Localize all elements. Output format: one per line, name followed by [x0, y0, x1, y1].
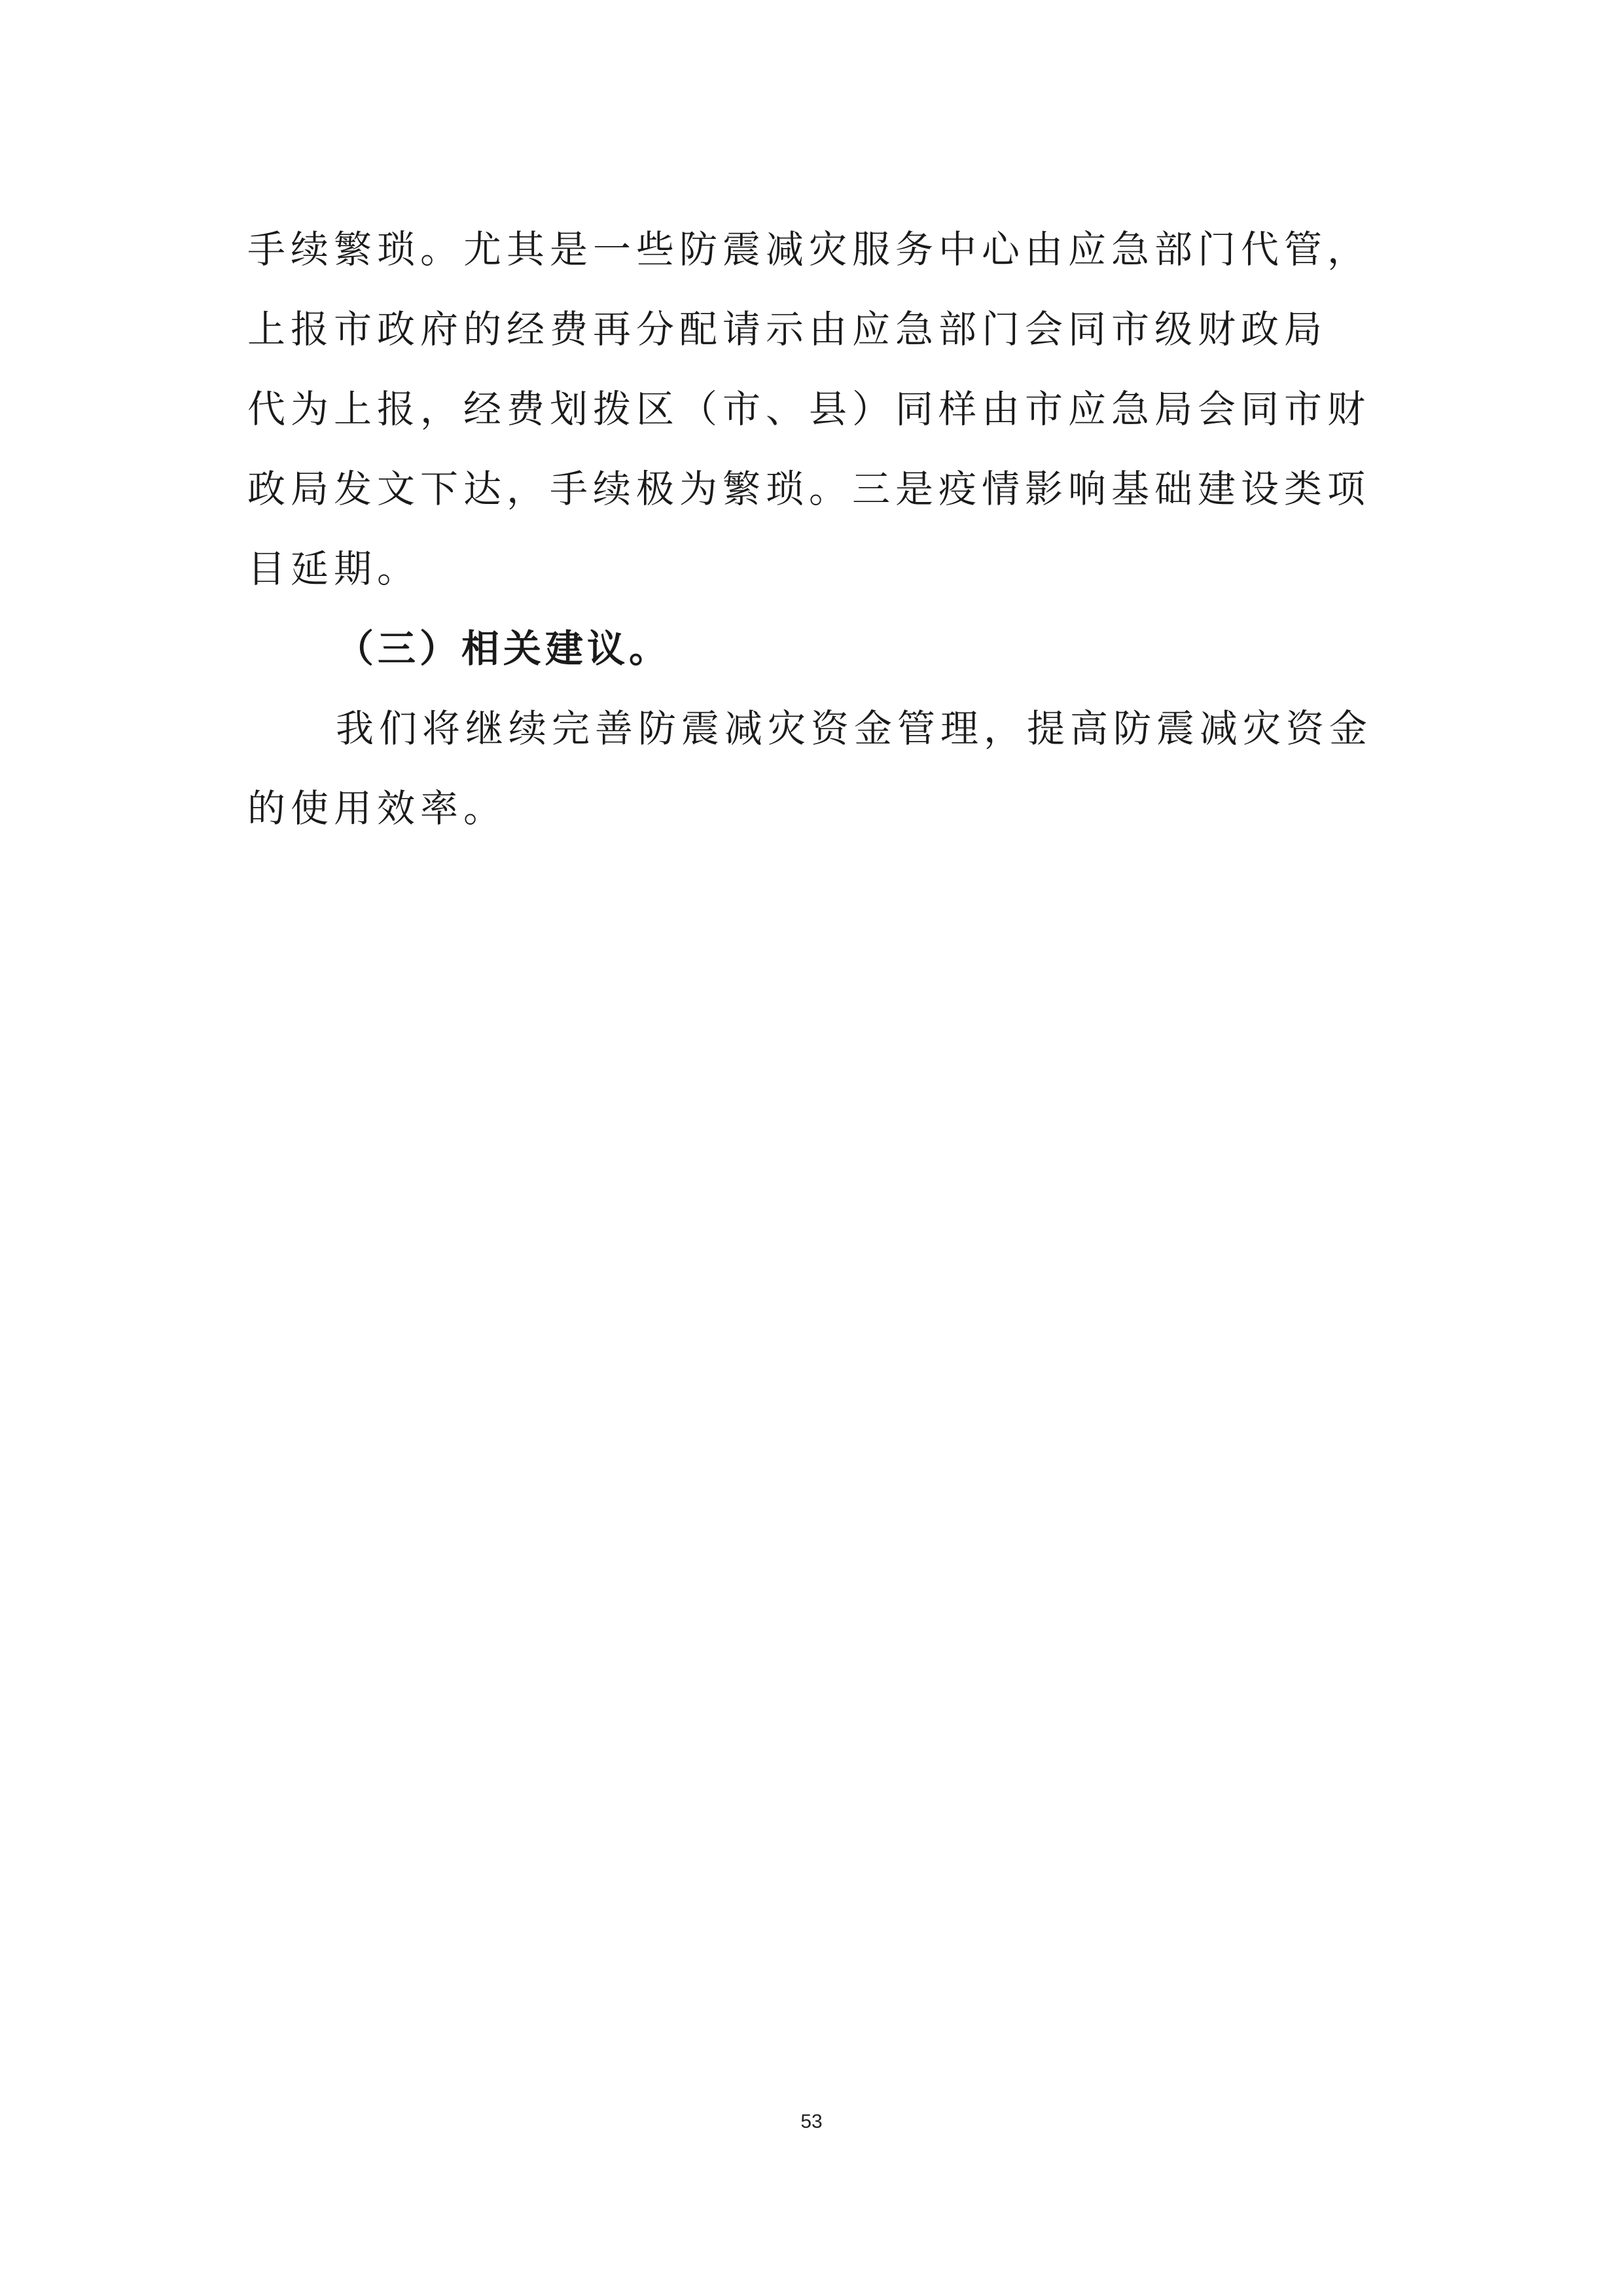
text-line: 的使用效率。: [247, 786, 507, 831]
text-line: 政局发文下达，手续极为繁琐。三是疫情影响基础建设类项: [247, 467, 1371, 511]
text-line: 代为上报，经费划拨区（市、县）同样由市应急局会同市财: [247, 387, 1371, 431]
text-line: 我们将继续完善防震减灾资金管理，提高防震减灾资金: [336, 706, 1373, 751]
paragraph-recommendation: [247, 689, 1387, 848]
paragraph-continuation: [247, 209, 1387, 609]
body-text: [247, 209, 1387, 848]
text-line: 目延期。: [247, 547, 421, 591]
section-heading: （三）相关建议。: [336, 626, 671, 671]
text-line: 手续繁琐。尤其是一些防震减灾服务中心由应急部门代管，: [247, 227, 1371, 272]
text-line: 上报市政府的经费再分配请示由应急部门会同市级财政局: [247, 307, 1328, 351]
page-number: 53: [800, 2111, 823, 2132]
